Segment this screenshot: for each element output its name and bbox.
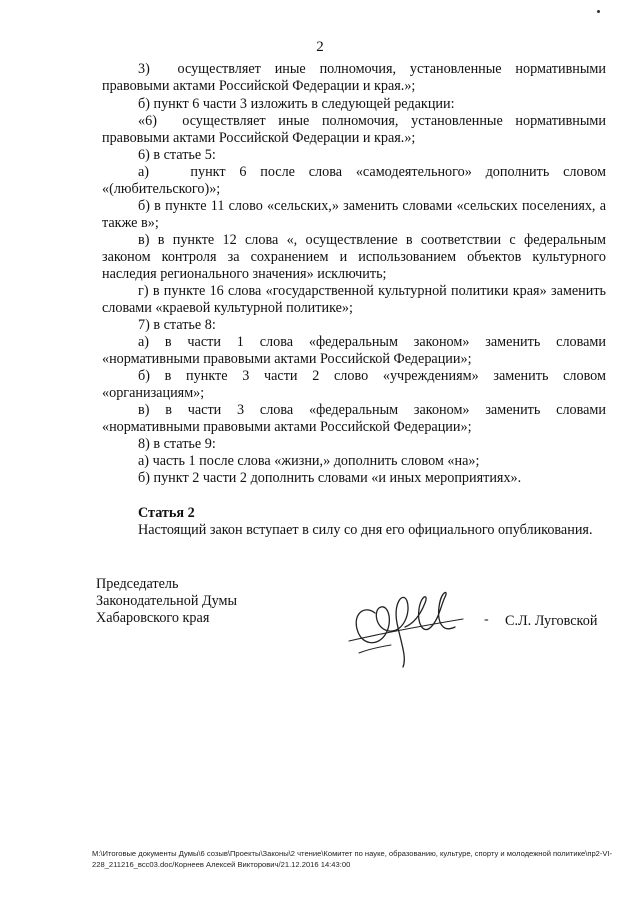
footer-line: M:\Итоговые документы Думы\6 созыв\Проекты\Законы\2 чтение\Комитет по науке, образованию, культуре, спорту и молодежной политике\пр2-VI- bbox=[92, 849, 613, 858]
text-line: правовыми актами Российской Федерации и края.»; bbox=[102, 78, 416, 94]
text-line: а) часть 1 после слова «жизни,» дополнить словом «на»; bbox=[138, 453, 480, 469]
scan-speck bbox=[597, 10, 600, 13]
signatory-title-line: Председатель bbox=[96, 576, 179, 592]
signatory-title bbox=[96, 576, 237, 627]
dash-mark: - bbox=[484, 612, 489, 627]
text-line: б) пункт 2 части 2 дополнить словами «и иных мероприятиях». bbox=[138, 470, 522, 486]
page-number: 2 bbox=[316, 39, 324, 55]
text-line: «6) осуществляет иные полномочия, установленные нормативными bbox=[138, 113, 606, 129]
text-line: г) в пункте 16 слова «государственной культурной политики края» заменить bbox=[138, 283, 606, 299]
text-line: 6) в статье 5: bbox=[138, 147, 216, 163]
file-path-footer bbox=[92, 848, 613, 870]
text-line: а) в части 1 слова «федеральным законом» заменить словами bbox=[138, 334, 606, 350]
text-line: наследия регионального значения» исключить; bbox=[102, 266, 387, 282]
text-line: также в»; bbox=[102, 215, 159, 231]
text-line: в) в пункте 12 слова «, осуществление в соответствии с федеральным bbox=[138, 232, 606, 248]
article-text: Настоящий закон вступает в силу со дня его официального опубликования. bbox=[138, 522, 593, 538]
text-line: «организациям»; bbox=[102, 385, 205, 401]
signatory-title-line: Законодательной Думы bbox=[96, 593, 238, 609]
text-line: б) пункт 6 части 3 изложить в следующей редакции: bbox=[138, 96, 455, 112]
text-line: «нормативными правовыми актами Российской Федерации»; bbox=[102, 419, 472, 435]
article-heading: Статья 2 bbox=[138, 505, 195, 521]
text-line: б) в пункте 3 части 2 слово «учреждениям» заменить словом bbox=[138, 368, 606, 384]
text-line: в) в части 3 слова «федеральным законом» заменить словами bbox=[138, 402, 606, 418]
text-line: 8) в статье 9: bbox=[138, 436, 216, 452]
handwritten-signature bbox=[345, 583, 470, 673]
text-line: словами «краевой культурной политике»; bbox=[102, 300, 353, 316]
text-line: 3) осуществляет иные полномочия, установленные нормативными bbox=[138, 61, 606, 77]
text-line: правовыми актами Российской Федерации и края.»; bbox=[102, 130, 416, 146]
signatory-title-line: Хабаровского края bbox=[96, 610, 210, 626]
signatory-name: С.Л. Луговской bbox=[505, 613, 598, 629]
text-line: а) пункт 6 после слова «самодеятельного» дополнить словом bbox=[138, 164, 606, 180]
text-line: «нормативными правовыми актами Российской Федерации»; bbox=[102, 351, 472, 367]
text-line: законом контроля за сохранением и использованием объектов культурного bbox=[102, 249, 606, 265]
text-line: «(любительского)»; bbox=[102, 181, 221, 197]
text-line: 7) в статье 8: bbox=[138, 317, 216, 333]
footer-line: 228_211216_всс03.doc/Корнеев Алексей Викторович/21.12.2016 14:43:00 bbox=[92, 860, 351, 869]
text-line: б) в пункте 11 слово «сельских,» заменить словами «сельских поселениях, а bbox=[138, 198, 606, 214]
